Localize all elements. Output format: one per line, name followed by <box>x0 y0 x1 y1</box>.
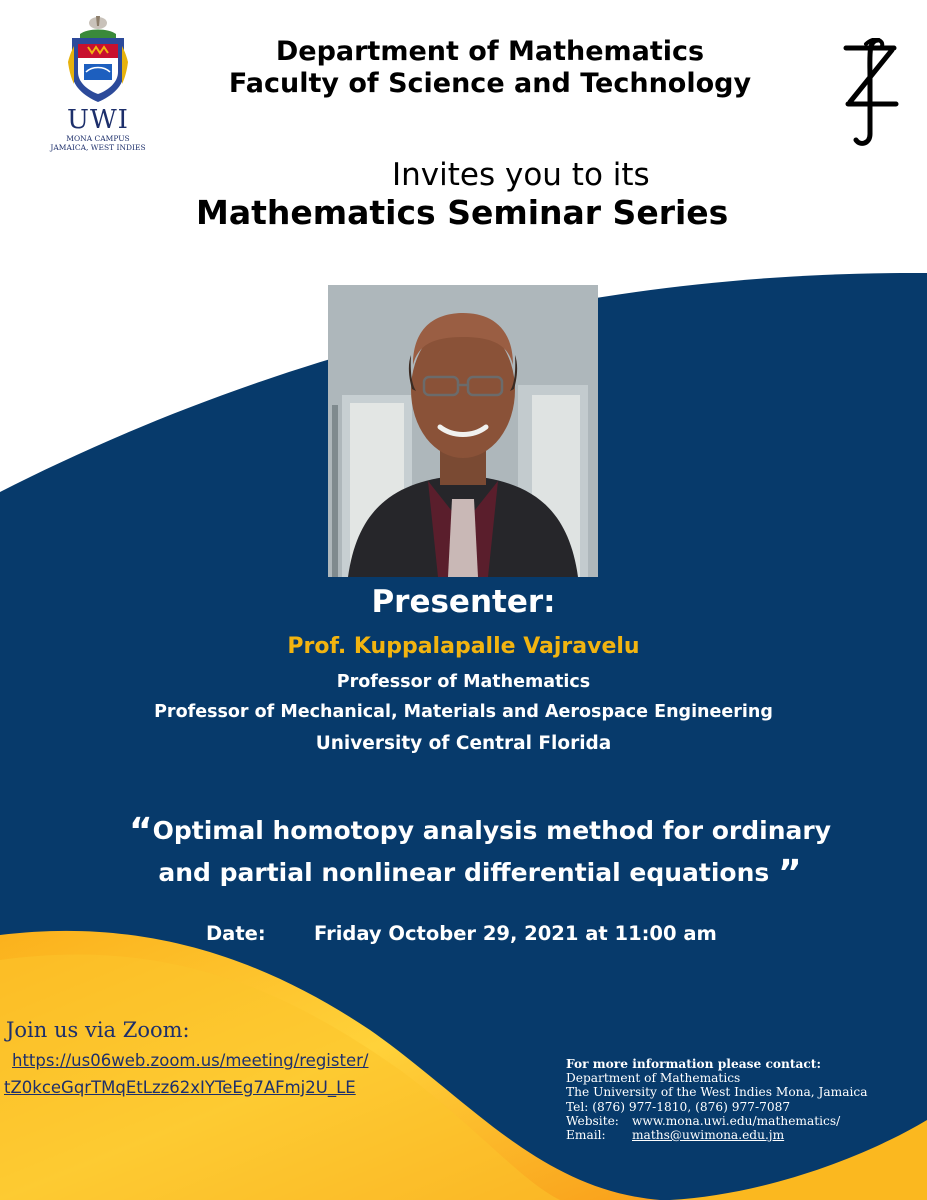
invites-text: Invites you to its <box>392 157 650 193</box>
presenter-label: Presenter: <box>371 584 556 620</box>
contact-email-label: Email: <box>566 1128 606 1143</box>
contact-website-link[interactable]: www.mona.uwi.edu/mathematics/ <box>632 1113 841 1128</box>
math-department-emblem-icon <box>838 38 902 148</box>
department-title: Department of Mathematics <box>275 36 705 67</box>
presenter-title-mathematics: Professor of Mathematics <box>336 672 591 692</box>
uwi-wordmark: UWI <box>67 105 129 135</box>
presenter-name: Prof. Kuppalapalle Vajravelu <box>287 634 640 659</box>
contact-website-row <box>566 1114 906 1128</box>
uwi-campus-line: MONA CAMPUS <box>66 134 130 143</box>
talk-title-text-2: and partial nonlinear differential equations <box>158 858 778 887</box>
talk-title-text-1: Optimal homotopy analysis method for ordinary <box>152 816 832 845</box>
zoom-heading: Join us via Zoom: <box>6 1018 190 1042</box>
date-label: Date: <box>206 922 266 945</box>
open-quote: “ <box>128 811 153 852</box>
contact-email-row <box>566 1128 906 1142</box>
uwi-logo <box>48 14 148 159</box>
uwi-crest-icon <box>66 14 130 106</box>
uwi-location-line: JAMAICA, WEST INDIES <box>50 143 146 152</box>
presenter-title-engineering: Professor of Mechanical, Materials and Aerospace Engineering <box>154 702 773 722</box>
zoom-link-part-1[interactable]: https://us06web.zoom.us/meeting/register/ <box>12 1051 369 1070</box>
contact-telephone: Tel: (876) 977-1810, (876) 977-7087 <box>566 1099 791 1114</box>
contact-website-label: Website: <box>566 1113 619 1128</box>
close-quote: ” <box>777 853 802 894</box>
presenter-affiliation: University of Central Florida <box>315 733 612 754</box>
date-value: Friday October 29, 2021 at 11:00 am <box>314 922 717 945</box>
faculty-title: Faculty of Science and Technology <box>228 68 752 99</box>
presenter-photo <box>328 285 598 577</box>
contact-university: The University of the West Indies Mona, Jamaica <box>566 1085 868 1100</box>
presenter-portrait-image <box>328 285 598 577</box>
talk-title-line-2 <box>60 853 900 894</box>
talk-title-line-1 <box>60 811 900 852</box>
contact-email-link[interactable]: maths@uwimona.edu.jm <box>632 1128 785 1143</box>
zoom-link-part-2[interactable]: tZ0kceGqrTMqEtLzz62xIYTeEg7AFmj2U_LE <box>4 1078 356 1097</box>
contact-department: Department of Mathematics <box>566 1071 741 1086</box>
contact-block <box>566 1057 906 1142</box>
seminar-series-title: Mathematics Seminar Series <box>196 193 729 232</box>
contact-heading: For more information please contact: <box>566 1057 821 1071</box>
